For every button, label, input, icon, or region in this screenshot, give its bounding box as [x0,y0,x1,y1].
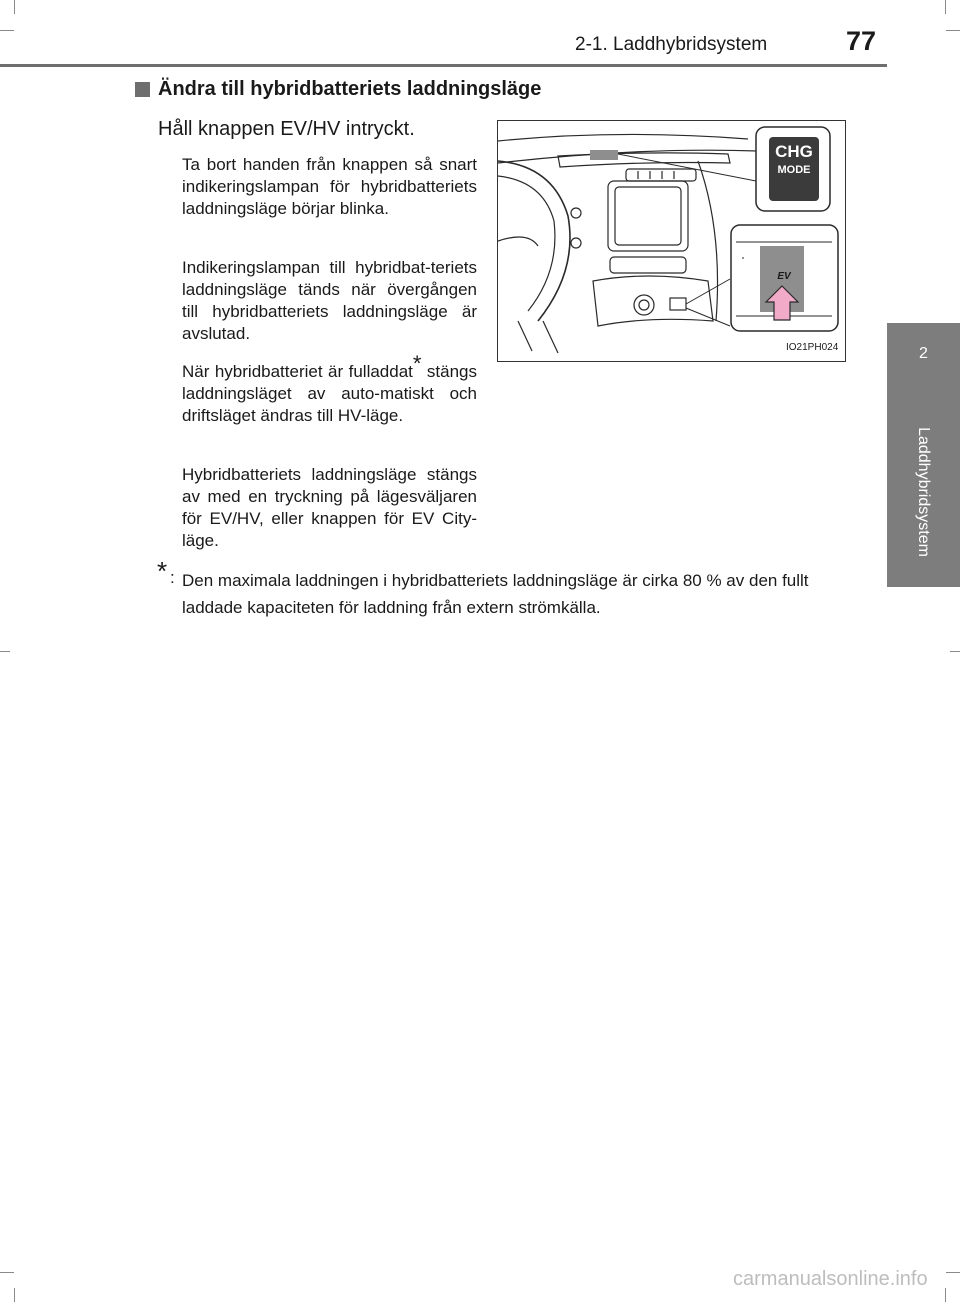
paragraph: Ta bort handen från knappen så snart indikeringslampan för hybridbatteriets laddningsläge börjar blinka. [182,155,477,218]
crop-mark [945,1288,946,1302]
footnote-mark: * [157,556,168,586]
ev-hv-button-icon: EV [777,271,791,282]
footnote-text: Den maximala laddningen i hybridbatteriets laddningsläge är cirka 80 % av den fullt laddade kapaciteten för laddning från extern strömkälla. [182,571,809,617]
page-number: 77 [846,26,877,56]
crop-mark [0,651,10,652]
paragraph: Indikeringslampan till hybridbat-teriets laddningsläge tänds när övergången till hybridbatteriets laddningsläge är avslutad. [182,258,477,343]
instruction-step: Håll knappen EV/HV intryckt. [158,118,415,140]
footnote-reference: * [412,351,422,376]
running-header-section: 2-1. Laddhybridsystem [575,34,768,55]
chg-label: CHG [775,142,813,161]
section-heading: Ändra till hybridbatteriets laddningsläge [158,78,542,100]
paragraph [182,351,477,427]
heading-bullet-icon [135,82,150,97]
dashboard-illustration [497,120,846,362]
crop-mark [945,0,946,14]
chg-mode-icon [769,143,819,177]
crop-mark [0,1272,14,1273]
chapter-tab-number: 2 [919,345,928,362]
watermark: carmanualsonline.info [733,1268,928,1290]
chapter-tab-label: Laddhybridsystem [915,427,932,557]
crop-mark [14,0,15,14]
paragraph-text: När hybridbatteriet är fulladdat [182,362,413,381]
figure-code: IO21PH024 [786,342,839,353]
crop-mark [946,1272,960,1273]
paragraph-text: stängs laddningsläget av auto-matiskt och driftsläget ändras till HV-läge. [182,362,477,425]
mode-label: MODE [777,164,811,176]
crop-mark [950,651,960,652]
footnote-colon: : [170,568,175,587]
header-rule [0,64,887,67]
crop-mark [0,30,14,31]
crop-mark [946,30,960,31]
paragraph: Hybridbatteriets laddningsläge stängs av med en tryckning på lägesväljaren för EV/HV, eller knappen för EV City-läge. [182,465,477,550]
crop-mark [14,1288,15,1302]
